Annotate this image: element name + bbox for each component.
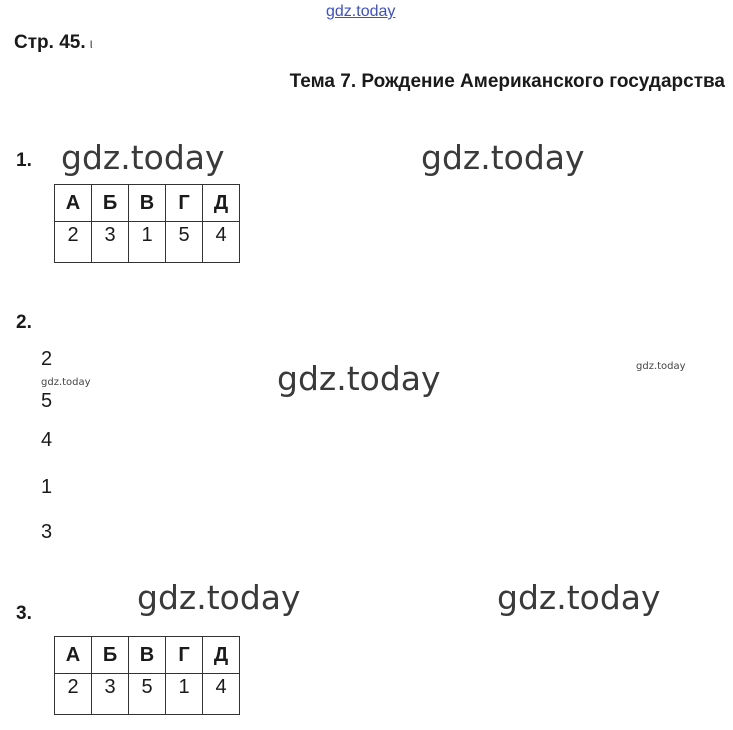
sequence-item: 4 (41, 429, 53, 451)
table-header-cell: Б (92, 637, 129, 674)
watermark: gdz.today (61, 138, 225, 177)
watermark: gdz.today (277, 359, 441, 398)
watermark: gdz.today (137, 578, 301, 617)
table-cell: 4 (203, 222, 240, 263)
table-header-cell: Г (166, 637, 203, 674)
table-cell: 3 (92, 674, 129, 715)
table-cell: 1 (129, 222, 166, 263)
task-3-number: 3. (16, 603, 32, 624)
sequence-item: 2 (41, 348, 53, 370)
topic-title: Тема 7. Рождение Американского государства (289, 71, 725, 92)
table-header-cell: В (129, 637, 166, 674)
page-mark: ι (89, 35, 93, 51)
page-label (14, 32, 93, 54)
watermark-small: gdz.today (41, 377, 91, 388)
page-number: Стр. 45. (14, 32, 86, 53)
table-cell: 2 (55, 674, 92, 715)
sequence-item: 5 (41, 390, 53, 412)
table-cell: 2 (55, 222, 92, 263)
table-cell: 5 (166, 222, 203, 263)
table-row (55, 674, 240, 715)
table-header-cell: Д (203, 637, 240, 674)
sequence-item: 3 (41, 521, 53, 543)
table-header-cell: Б (92, 185, 129, 222)
table-header-row (55, 637, 240, 674)
table-header-cell: А (55, 637, 92, 674)
sequence-item: 1 (41, 476, 53, 498)
table-row (55, 222, 240, 263)
watermark-top: gdz.today (326, 3, 396, 20)
task-1-number: 1. (16, 150, 32, 171)
table-header-cell: Г (166, 185, 203, 222)
task-2-number: 2. (16, 312, 32, 333)
watermark: gdz.today (421, 138, 585, 177)
task-1-answer-table (54, 184, 240, 263)
table-header-cell: В (129, 185, 166, 222)
watermark-small: gdz.today (636, 361, 686, 372)
task-3-answer-table (54, 636, 240, 715)
table-cell: 5 (129, 674, 166, 715)
table-header-row (55, 185, 240, 222)
table-header-cell: Д (203, 185, 240, 222)
watermark: gdz.today (497, 578, 661, 617)
table-cell: 1 (166, 674, 203, 715)
table-cell: 3 (92, 222, 129, 263)
table-header-cell: А (55, 185, 92, 222)
table-cell: 4 (203, 674, 240, 715)
